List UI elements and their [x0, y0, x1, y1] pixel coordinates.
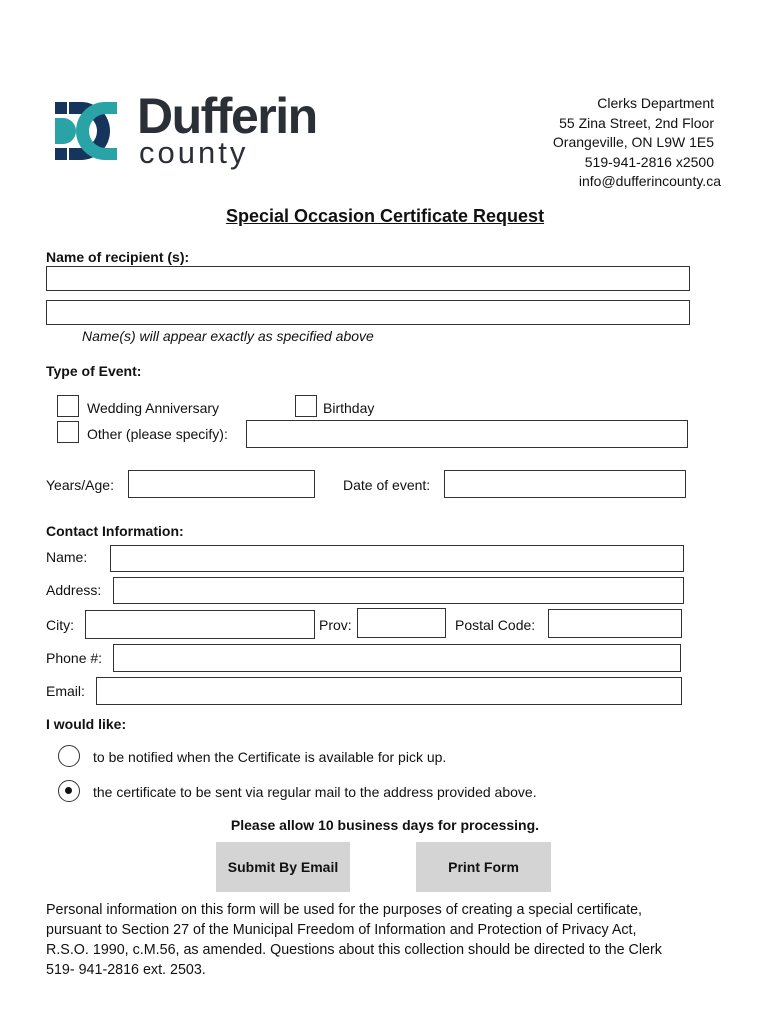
city-label: City:: [46, 617, 74, 633]
address-phone: 519-941-2816 x2500: [584, 153, 714, 170]
recipient-note: Name(s) will appear exactly as specified above: [82, 328, 374, 344]
date-of-event-label: Date of event:: [343, 477, 431, 493]
submit-by-email-button[interactable]: Submit By Email: [216, 842, 350, 892]
event-type-label: Type of Event:: [46, 363, 142, 379]
logo-name: Dufferin: [137, 88, 317, 144]
phone-input[interactable]: [113, 644, 681, 672]
pickup-option-label: to be notified when the Certificate is available for pick up.: [93, 749, 447, 765]
address-block: [552, 94, 721, 192]
contact-name-label: Name:: [46, 549, 88, 565]
city-input[interactable]: [85, 610, 315, 639]
other-label: Other (please specify):: [87, 426, 228, 442]
wedding-anniversary-label: Wedding Anniversary: [87, 400, 220, 416]
email-input[interactable]: [96, 677, 682, 705]
address-email: info@dufferincounty.ca: [578, 173, 721, 189]
recipient-input-1[interactable]: [46, 266, 690, 291]
print-form-button[interactable]: Print Form: [416, 842, 551, 892]
contact-name-input[interactable]: [110, 545, 684, 572]
privacy-line-1: Personal information on this form will be used for the purposes of creating a special certificate,: [46, 902, 643, 918]
mail-radio[interactable]: [58, 780, 80, 802]
years-age-label: Years/Age:: [46, 477, 114, 493]
logo-subtitle: county: [139, 135, 249, 170]
postal-code-input[interactable]: [548, 609, 682, 638]
logo: [55, 88, 355, 178]
mail-radio-selected-dot: [65, 787, 72, 794]
phone-label: Phone #:: [46, 650, 103, 666]
postal-code-label: Postal Code:: [455, 617, 536, 633]
address-dept: Clerks Department: [597, 95, 714, 111]
email-label: Email:: [46, 683, 85, 699]
date-of-event-input[interactable]: [444, 470, 686, 498]
pickup-radio[interactable]: [58, 745, 80, 767]
contact-info-label: Contact Information:: [46, 523, 184, 539]
form-title: Special Occasion Certificate Request: [225, 206, 545, 226]
years-age-input[interactable]: [128, 470, 315, 498]
dufferin-logo-mark-icon: [55, 96, 121, 166]
birthday-label: Birthday: [323, 400, 375, 416]
privacy-statement: [46, 900, 662, 980]
recipient-label: Name of recipient (s):: [46, 249, 190, 265]
processing-note: Please allow 10 business days for processing.: [230, 817, 540, 833]
recipient-input-2[interactable]: [46, 300, 690, 325]
mail-option-label: the certificate to be sent via regular mail to the address provided above.: [93, 784, 537, 800]
privacy-line-2: pursuant to Section 27 of the Municipal Freedom of Information and Protection of Privacy Act,: [46, 922, 637, 938]
address-street: 55 Zina Street, 2nd Floor: [559, 114, 714, 131]
other-input[interactable]: [246, 420, 688, 448]
would-like-label: I would like:: [46, 716, 127, 732]
contact-address-label: Address:: [46, 582, 102, 598]
prov-input[interactable]: [357, 608, 446, 638]
address-city: Orangeville, ON L9W 1E5: [552, 134, 714, 150]
wedding-anniversary-checkbox[interactable]: [57, 395, 79, 417]
prov-label: Prov:: [319, 617, 352, 633]
contact-address-input[interactable]: [113, 577, 684, 604]
birthday-checkbox[interactable]: [295, 395, 317, 417]
privacy-line-4: 519- 941-2816 ext. 2503.: [46, 962, 206, 978]
other-checkbox[interactable]: [57, 421, 79, 443]
privacy-line-3: R.S.O. 1990, c.M.56, as amended. Questions about this collection should be directed to the Clerk: [46, 942, 662, 958]
